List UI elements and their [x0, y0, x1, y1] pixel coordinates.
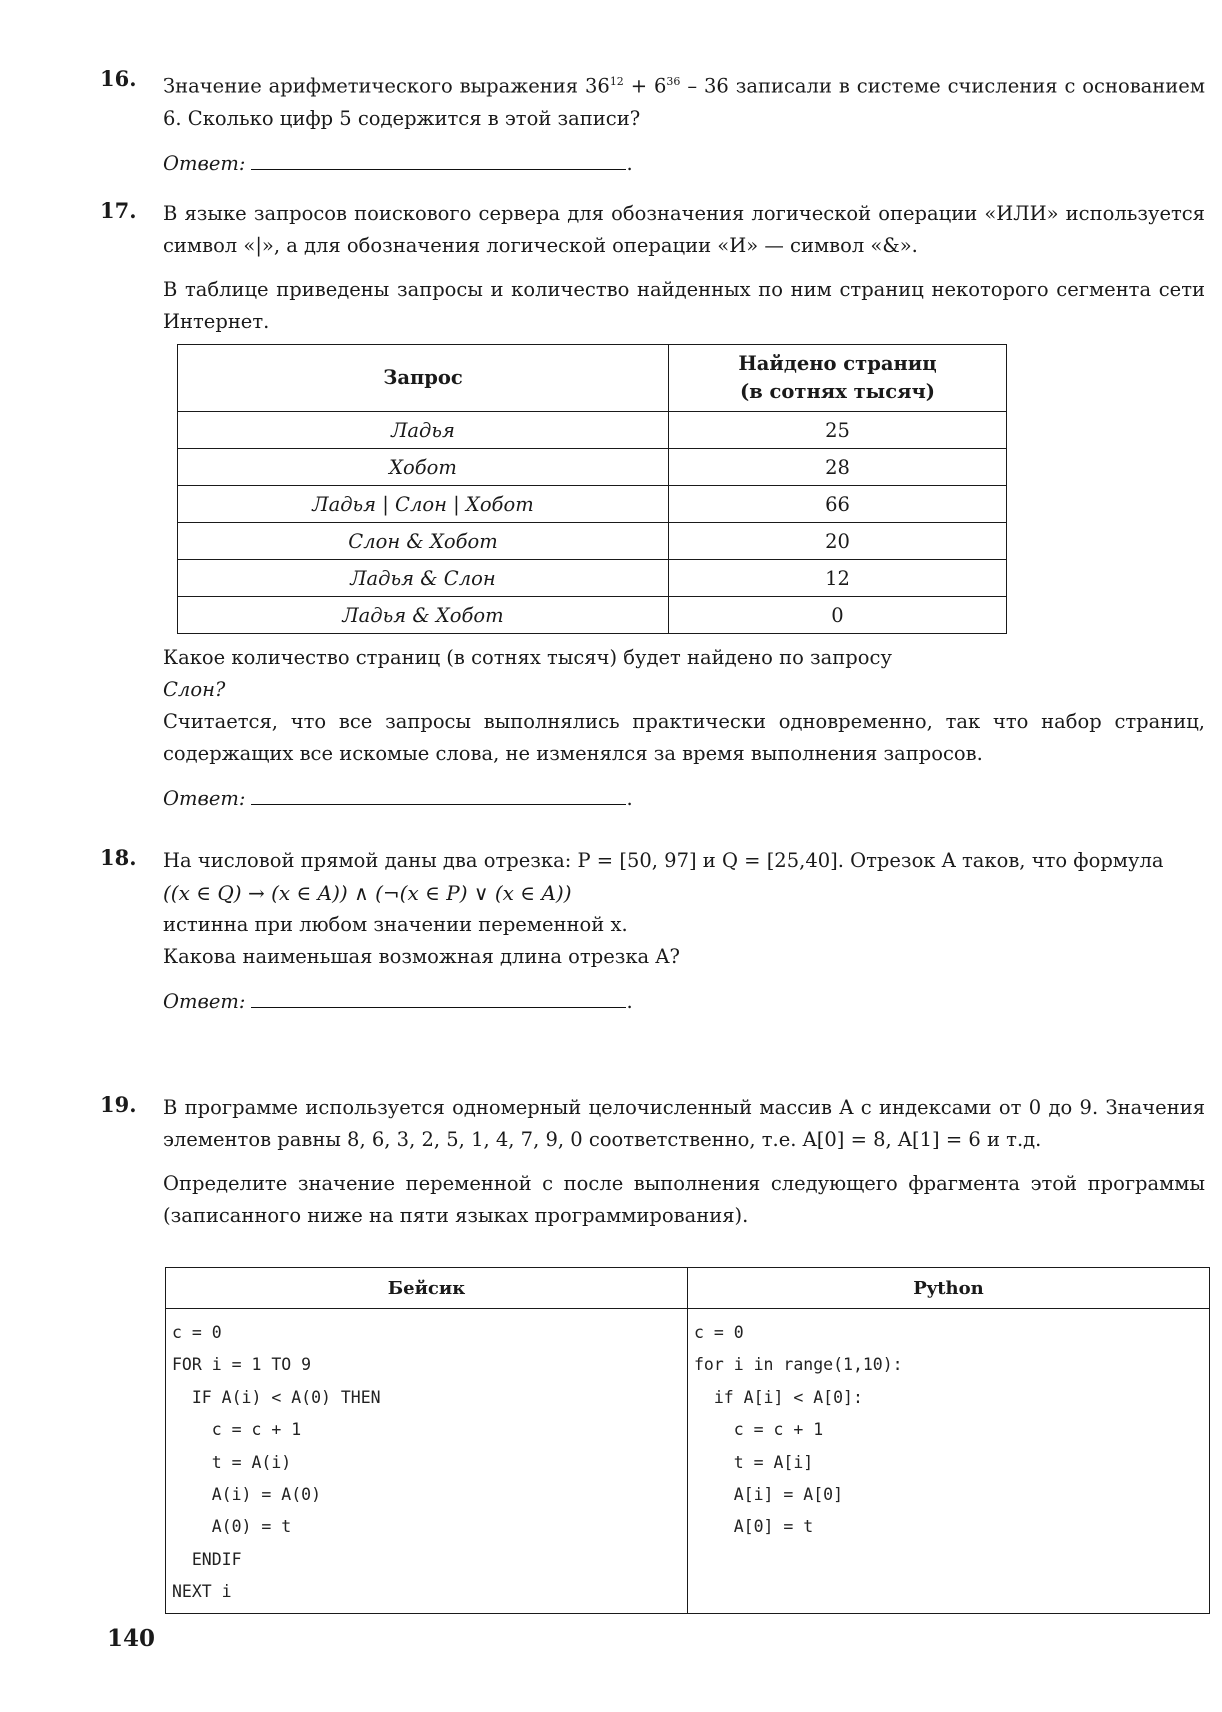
task-18-intro: На числовой прямой даны два отрезка: P = [50, 97] и Q = [25,40]. Отрезок A таков, что формула — [163, 849, 1164, 872]
header-query: Запрос — [178, 345, 669, 412]
answer-field[interactable] — [251, 985, 626, 1008]
table-header-row — [178, 345, 1007, 412]
code-line: IF A(i) < A(0) THEN — [172, 1387, 381, 1407]
answer-label: Ответ: — [163, 787, 246, 810]
page-number: 140 — [107, 1625, 156, 1652]
code-line: t = A(i) — [172, 1452, 292, 1472]
task-number: 16. — [100, 66, 137, 91]
task-17 — [100, 198, 1205, 815]
code-line: A[i] = A[0] — [694, 1485, 844, 1505]
code-line: for i in range(1,10): — [694, 1355, 903, 1375]
task-19-intro: В программе используется одномерный целочисленный массив A с индексами от 0 до 9. Значения элементов равны 8, 6, 3, 2, 5, 1, 4, 7, 9, 0 соответственно, т.е. A[0] = 8, A[1] = 6 и т.д. — [163, 1096, 1205, 1151]
task-18 — [100, 845, 1205, 1018]
answer-row: Ответ: . — [163, 985, 1205, 1018]
task-18-line3: Какова наименьшая возможная длина отрезка A? — [163, 945, 680, 968]
answer-row: Ответ: . — [163, 782, 1205, 815]
answer-label: Ответ: — [163, 151, 246, 175]
code-line: c = c + 1 — [694, 1420, 824, 1440]
code-line: FOR i = 1 TO 9 — [172, 1355, 312, 1375]
task-number: 18. — [100, 845, 137, 870]
task-19 — [100, 1092, 1205, 1232]
task-17-intro: В языке запросов поискового сервера для обозначения логической операции «ИЛИ» используется символ «|», а для обозначения логической операции «И» — символ «&». — [163, 202, 1205, 257]
table-row: Слон & Хобот 20 — [178, 523, 1007, 560]
basic-code-cell — [166, 1309, 688, 1614]
task-16-text: Значение арифметического выражения $36^{12} + 6^{36} - 36$ записали в системе счисления с основанием 6. Сколько цифр 5 содержится в этой записи? — [163, 74, 1205, 130]
answer-row: Ответ: . — [163, 147, 1205, 180]
code-line: ENDIF — [172, 1549, 242, 1569]
header-basic: Бейсик — [166, 1268, 688, 1309]
code-line: c = 0 — [694, 1323, 744, 1342]
code-line: c = c + 1 — [172, 1420, 302, 1440]
task-18-line2: истинна при любом значении переменной x. — [163, 913, 628, 936]
code-line: c = 0 — [172, 1323, 222, 1342]
task-17-note: Считается, что все запросы выполнялись практически одновременно, так что набор страниц, содержащих все искомые слова, не изменялся за время выполнения запросов. — [163, 710, 1205, 765]
task-number: 17. — [100, 198, 137, 223]
task-17-question-query: Слон? — [163, 678, 226, 701]
header-python: Python — [688, 1268, 1210, 1309]
task-17-question: Какое количество страниц (в сотнях тысяч) будет найдено по запросу — [163, 646, 892, 669]
query-table — [177, 344, 1007, 634]
task-17-table-intro: В таблице приведены запросы и количество найденных по ним страниц некоторого сегмента сети Интернет. — [163, 278, 1205, 333]
answer-field[interactable] — [251, 782, 626, 805]
task-16 — [100, 66, 1205, 180]
code-line: NEXT i — [172, 1582, 232, 1602]
task-19-question: Определите значение переменной c после выполнения следующего фрагмента этой программы (записанного ниже на пяти языках программирования). — [163, 1172, 1205, 1227]
answer-label: Ответ: — [163, 990, 246, 1013]
code-header-row — [166, 1268, 1210, 1309]
code-line: A[0] = t — [694, 1517, 814, 1537]
table-row: Ладья 25 — [178, 412, 1007, 449]
task-number: 19. — [100, 1092, 137, 1117]
code-table — [165, 1267, 1210, 1614]
header-pages: Найдено страниц (в сотнях тысяч) — [669, 345, 1007, 412]
answer-field[interactable] — [251, 147, 626, 170]
table-row: Хобот 28 — [178, 449, 1007, 486]
table-row: Ладья & Хобот 0 — [178, 597, 1007, 634]
table-row: Ладья | Слон | Хобот 66 — [178, 486, 1007, 523]
code-line: A(0) = t — [172, 1517, 292, 1537]
code-line: if A[i] < A[0]: — [694, 1387, 863, 1407]
code-line: A(i) = A(0) — [172, 1485, 322, 1505]
table-row: Ладья & Слон 12 — [178, 560, 1007, 597]
code-line: t = A[i] — [694, 1452, 814, 1472]
python-code-cell — [688, 1309, 1210, 1614]
logic-formula: ((x ∈ Q) → (x ∈ A)) ∧ (¬(x ∈ P) ∨ (x ∈ A)) — [163, 881, 572, 905]
